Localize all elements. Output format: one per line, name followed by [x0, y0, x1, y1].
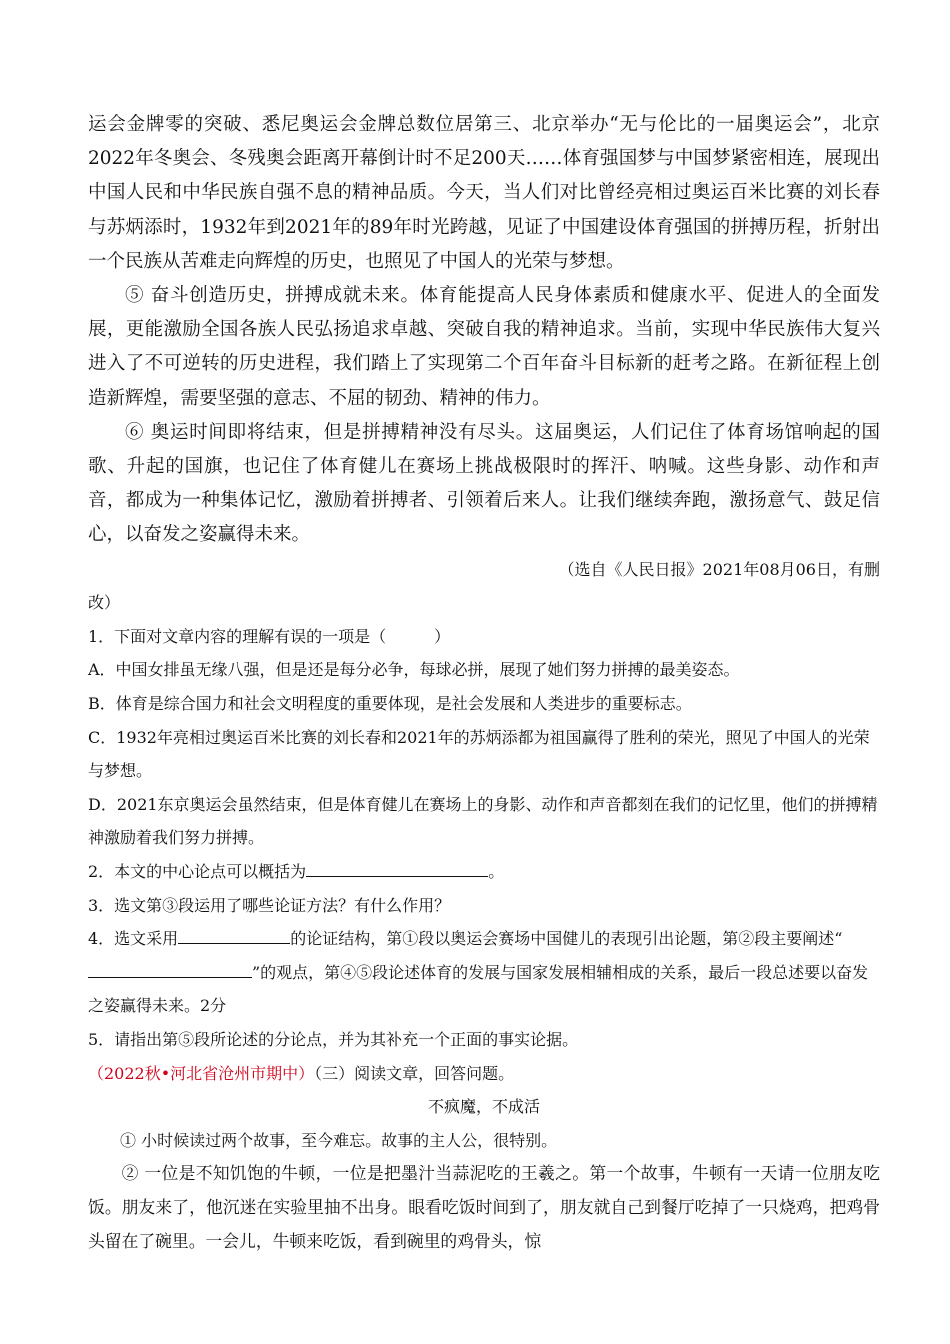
question-3: 3．选文第③段运用了哪些论证方法？有什么作用？: [88, 895, 451, 915]
answer-blank[interactable]: [88, 960, 252, 978]
article-paragraph-continued: 运会金牌零的突破、悉尼奥运会金牌总数位居第三、北京举办“无与伦比的一届奥运会”，北京2022年冬奥会、冬残奥会距离开幕倒计时不足200天……体育强国梦与中国梦紧密相连，展现出中国人民和中华民族自强不息的精神品质。今天，当人们对比曾经亮相过奥运百米比赛的刘长春与苏炳添时，1932年到2021年的89年时光跨越，见证了中国建设体育强国的拼搏历程，折射出一个民族从苦难走向辉煌的历史，也照见了中国人的光荣与梦想。: [88, 114, 880, 272]
question-4-text-c: ”的观点，第④⑤段论述体育的发展与国家发展相辅相成的关系，最后一段总述要以奋发之姿赢得未来。2分: [88, 962, 869, 1016]
question-4-text-b: 的论证结构，第①段以奥运会赛场中国健儿的表现引出论题，第②段主要阐述“: [290, 929, 843, 949]
source-tag: （2022秋•河北省沧州市期中）: [88, 1063, 315, 1083]
section-3-header: [88, 1057, 880, 1091]
article-paragraph-6: ⑥ 奥运时间即将结束，但是拼搏精神没有尽头。这届奥运，人们记住了体育场馆响起的国歌、升起的国旗，也记住了体育健儿在赛场上挑战极限时的挥汗、呐喊。这些身影、动作和声音，都成为一种集体记忆，激励着拼搏者、引领着后来人。让我们继续奔跑，激扬意气、鼓足信心，以奋发之姿赢得未来。: [88, 421, 880, 546]
question-2-end: 。: [488, 861, 505, 881]
passage-paragraph-2: ② 一位是不知饥饱的牛顿，一位是把墨汁当蒜泥吃的王羲之。第一个故事，牛顿有一天请一位朋友吃饭。朋友来了，他沉迷在实验里抽不出身。眼看吃饭时间到了，朋友就自己到餐厅吃掉了一只烧鸡，把鸡骨头留在了碗里。一会儿，牛顿来吃饭，看到碗里的鸡骨头，惊: [88, 1163, 880, 1251]
question-1: 1．下面对文章内容的理解有误的一项是（ ）: [88, 626, 451, 646]
source-citation: [88, 553, 880, 620]
question-5: 5．请指出第⑤段所论述的分论点，并为其补充一个正面的事实论据。: [88, 1029, 579, 1049]
question-1-option-c: C．1932年亮相过奥运百米比赛的刘长春和2021年的苏炳添都为祖国赢得了胜利的荣光，照见了中国人的光荣与梦想。: [88, 727, 870, 781]
article-paragraph-5: ⑤ 奋斗创造历史，拼搏成就未来。体育能提高人民身体素质和健康水平、促进人的全面发展，更能激励全国各族人民弘扬追求卓越、突破自我的精神追求。当前，实现中华民族伟大复兴进入了不可逆转的历史进程，我们踏上了实现第二个百年奋斗目标新的赶考之路。在新征程上创造新辉煌，需要坚强的意志、不屈的韧劲、精神的伟力。: [88, 285, 880, 409]
source-line-1: （选自《人民日报》2021年08月06日，有删: [558, 559, 880, 579]
document-page: [88, 108, 880, 1258]
source-line-2: 改）: [88, 593, 121, 613]
question-2: [88, 855, 880, 889]
question-2-text: 2．本文的中心论点可以概括为: [88, 861, 307, 881]
passage-title: 不疯魔，不成活: [427, 1097, 540, 1117]
question-4: [88, 922, 880, 1023]
question-1-option-b: B．体育是综合国力和社会文明程度的重要体现，是社会发展和人类进步的重要标志。: [88, 694, 692, 714]
question-1-option-d: D．2021东京奥运会虽然结束，但是体育健儿在赛场上的身影、动作和声音都刻在我们的记忆里，他们的拼搏精神激励着我们努力拼搏。: [88, 794, 878, 848]
answer-blank[interactable]: [306, 859, 488, 877]
question-1-option-a: A．中国女排虽无缘八强，但是还是每分必争，每球必拼，展现了她们努力拼搏的最美姿态。: [88, 660, 740, 680]
answer-blank[interactable]: [178, 926, 290, 944]
section-3-intro: （三）阅读文章，回答问题。: [314, 1063, 515, 1083]
question-4-text-a: 4．选文采用: [88, 929, 179, 949]
passage-paragraph-1: ① 小时候读过两个故事，至今难忘。故事的主人公，很特别。: [120, 1130, 558, 1150]
